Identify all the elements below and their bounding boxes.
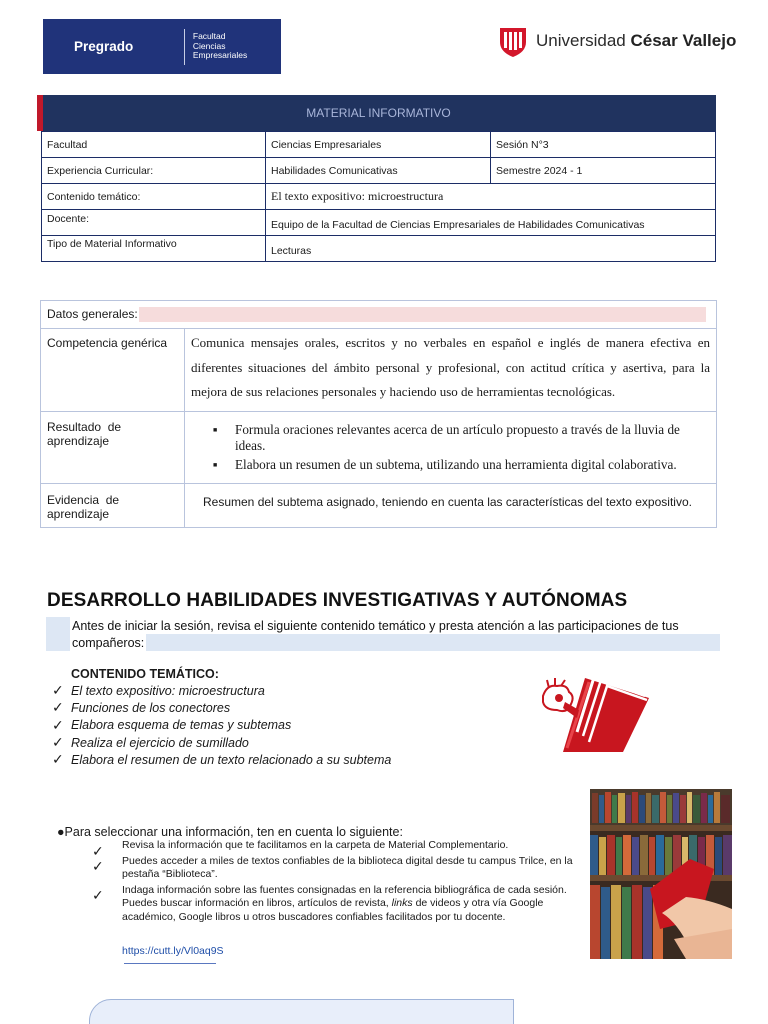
recomendacion-item: [92, 855, 592, 882]
contenido-item: [52, 682, 391, 699]
competencia-text: Comunica mensajes orales, escritos y no verbales en español e inglés de manera efectiva en diferentes situaciones del ámbito personal y profesional, con actitud crítica y asertiva, para la mejora de sus relaciones personales y haciendo uso de herramientas tecnológicas.: [191, 335, 710, 400]
checkmark-icon: ✓: [52, 751, 64, 768]
evidencia-label-line: aprendizaje: [47, 507, 110, 522]
evidencia-text: Resumen del subtema asignado, teniendo en cuenta las características del texto expositivo.: [203, 495, 692, 510]
ucv-shield-icon: [498, 24, 528, 58]
datos-title: Datos generales:: [47, 307, 138, 321]
competencia-label: Competencia genérica: [41, 329, 185, 412]
checkmark-icon: ✓: [52, 699, 64, 716]
recomendacion-item: [92, 839, 592, 859]
info-row: [42, 210, 716, 236]
info-table-block: [37, 95, 716, 262]
faculty-line: Ciencias: [192, 40, 226, 51]
info-extra: Sesión N°3: [491, 132, 716, 158]
info-value: El texto expositivo: microestructura: [266, 184, 716, 210]
faculty-line: Empresariales: [192, 50, 248, 61]
contenido-item-text: Elabora esquema de temas y subtemas: [71, 718, 292, 733]
intro-box: [46, 617, 720, 651]
recomendaciones-title: ●Para seleccionar una información, ten en cuenta lo siguiente:: [57, 825, 403, 839]
contenido-tematico: [52, 667, 391, 768]
checkmark-icon: ✓: [92, 857, 104, 874]
resultado-label: [41, 411, 185, 484]
info-row: [42, 132, 716, 158]
competencia-cell: [185, 329, 717, 412]
checkmark-icon: ✓: [92, 886, 104, 903]
resultado-item: ■ Formula oraciones relevantes acerca de un artículo propuesto a través de la lluvia de ideas.: [213, 422, 712, 455]
library-photo: [590, 789, 732, 959]
recomendaciones-list: [92, 839, 592, 926]
program-label: Pregrado: [74, 39, 134, 54]
info-value: Habilidades Comunicativas: [266, 158, 491, 184]
faculty-line: Facultad: [192, 31, 226, 42]
intro-shade: [46, 617, 70, 651]
recomendacion-text: Puedes acceder a miles de textos confiables de la biblioteca digital desde tu campus Trilce, en la pestaña “Biblioteca”.: [122, 854, 573, 880]
faculty-label: [193, 32, 281, 61]
contenido-item-text: Funciones de los conectores: [71, 700, 231, 715]
banner-divider: [184, 29, 185, 65]
checkmark-icon: ✓: [52, 734, 64, 751]
checkmark-icon: ✓: [92, 843, 104, 859]
highlight-field: [139, 307, 706, 322]
resultado-row: [41, 411, 717, 484]
competencia-row: [41, 329, 717, 412]
recomendacion-text: Indaga información sobre las fuentes consignadas en la referencia bibliográfica de cada sesión. Puedes buscar información en libros, artículos de revista,: [122, 883, 567, 909]
datos-header-cell: [41, 301, 717, 329]
contenido-title: CONTENIDO TEMÁTICO:: [71, 667, 219, 681]
info-value: Equipo de la Facultad de Ciencias Empresariales de Habilidades Comunicativas: [266, 210, 716, 236]
resultado-label-line: Resultado de: [47, 419, 122, 434]
resource-link[interactable]: https://cutt.ly/Vl0aq9S: [122, 945, 224, 957]
pregrado-banner: [43, 19, 281, 74]
link-underline: [124, 963, 216, 964]
university-logo: [498, 24, 736, 58]
info-label: Facultad: [42, 132, 266, 158]
info-label: Docente:: [42, 210, 266, 236]
datos-header-row: [41, 301, 717, 329]
resultado-label-line: aprendizaje: [47, 433, 110, 448]
info-label: Contenido temático:: [42, 184, 266, 210]
contenido-item-text: Elabora el resumen de un texto relacionado a su subtema: [71, 752, 392, 767]
info-label: Tipo de Material Informativo: [42, 236, 266, 262]
contenido-item-text: El texto expositivo: microestructura: [71, 683, 265, 698]
evidencia-label: [41, 484, 185, 528]
recomendacion-text-italic: links: [391, 897, 413, 909]
red-accent-bar: [37, 95, 43, 131]
info-value: Lecturas: [266, 236, 716, 262]
recomendacion-text: de videos y otra vía Google académico, Google libros u otros buscadores confiables facilitados por tu docente.: [122, 897, 544, 923]
evidencia-label-line: Evidencia de: [47, 493, 120, 508]
bottom-panel: [89, 999, 514, 1024]
contenido-item: [52, 734, 391, 751]
info-table: [41, 131, 716, 262]
info-row: [42, 236, 716, 262]
resultado-cell: [185, 411, 717, 484]
info-row: [42, 184, 716, 210]
recomendacion-item: [92, 884, 592, 925]
evidencia-row: [41, 484, 717, 528]
info-extra: Semestre 2024 - 1: [491, 158, 716, 184]
checkmark-icon: ✓: [52, 716, 64, 733]
contenido-item: [52, 751, 391, 768]
recomendacion-text: Revisa la información que te facilitamos en la carpeta de Material Complementario.: [122, 839, 509, 851]
info-title-text: MATERIAL INFORMATIVO: [306, 106, 451, 120]
section-title: DESARROLLO HABILIDADES INVESTIGATIVAS Y AUTÓNOMAS: [47, 590, 628, 611]
info-label: Experiencia Curricular:: [42, 158, 266, 184]
info-value: Ciencias Empresariales: [266, 132, 491, 158]
university-name-plain: Universidad: [536, 31, 626, 50]
university-name: [536, 31, 736, 51]
contenido-item: [52, 699, 391, 716]
datos-generales-table: [40, 300, 717, 528]
info-table-title: [41, 95, 716, 131]
resultado-item: ■ Elabora un resumen de un subtema, utilizando una herramienta digital colaborativa.: [213, 457, 712, 474]
contenido-item-text: Realiza el ejercicio de sumillado: [71, 735, 249, 750]
checkmark-icon: ✓: [52, 682, 64, 699]
contenido-item: [52, 717, 391, 734]
red-book-icon: [537, 662, 653, 754]
evidencia-cell: [185, 484, 717, 528]
university-name-bold: César Vallejo: [630, 31, 737, 50]
resultado-list: [185, 412, 716, 484]
info-row: [42, 158, 716, 184]
intro-text: Antes de iniciar la sesión, revisa el siguiente contenido temático y presta atención a las participaciones de tus compañeros:: [72, 619, 679, 650]
